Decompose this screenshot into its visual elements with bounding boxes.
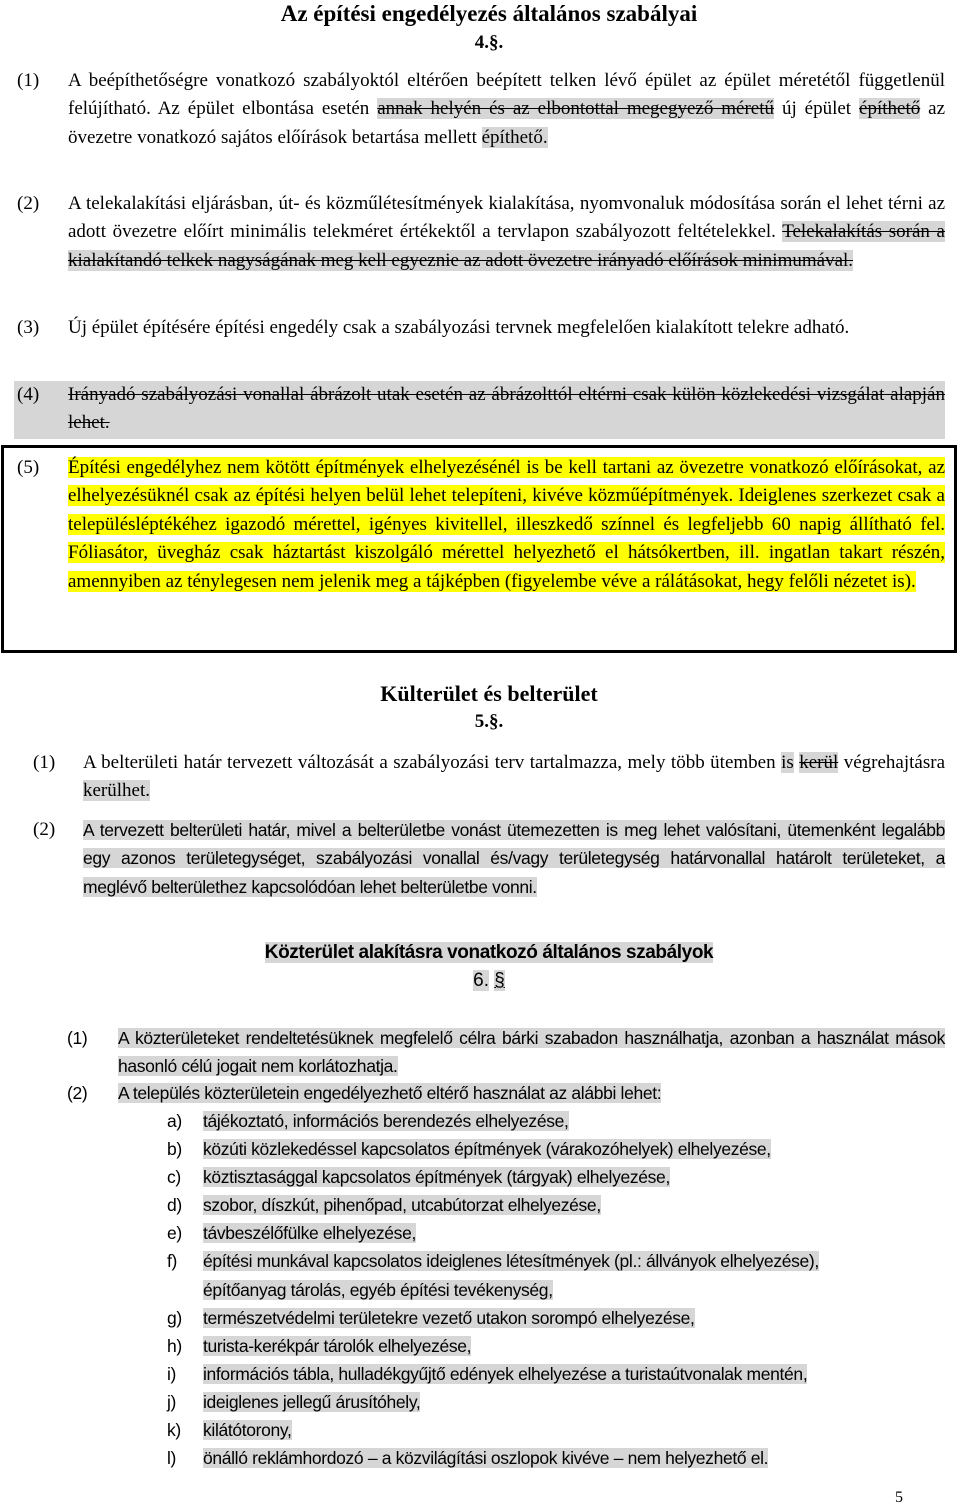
usage-list (167, 1107, 947, 1472)
section-4-title: Az építési engedélyezés általános szabályai (280, 1, 698, 26)
list-item-letter: b) (167, 1139, 182, 1160)
section-4-paragraph-4 (14, 381, 945, 439)
paragraph-number: (4) (17, 384, 40, 405)
paragraph-number: (3) (17, 317, 40, 338)
highlighted-text: A település közterületein engedélyezhető eltérő használat az alábbi lehet: (118, 1083, 662, 1103)
list-item-letter: g) (167, 1307, 182, 1328)
list-item-letter: k) (167, 1420, 181, 1441)
section-4-paragraph-1 (17, 67, 945, 152)
list-item (167, 1332, 947, 1360)
list-item-letter: f) (167, 1251, 177, 1272)
struck-text: Telekalakítás során a kialakítandó telkek nagyságának meg kell egyeznie az adott övezetre irányadó előírások minimumával. (68, 221, 945, 271)
struck-text: annak helyén és az elbontottal megegyező méretű (377, 98, 775, 120)
list-item-text: ideiglenes jellegű árusítóhely, (203, 1391, 421, 1412)
list-item-letter: a) (167, 1111, 182, 1131)
section-5-paragraph-1 (33, 749, 945, 806)
list-item-text: természetvédelmi területekre vezető utakon sorompó elhelyezése, (203, 1307, 695, 1328)
paragraph-number: (1) (33, 752, 56, 773)
paragraph-text (118, 1024, 945, 1081)
list-item (167, 1360, 947, 1388)
section-6-paragraph-2 (67, 1079, 945, 1107)
list-item (167, 1219, 947, 1247)
paragraph-number: (2) (67, 1083, 88, 1103)
highlighted-text: építhető. (481, 126, 548, 148)
section-5-number: 5.§. (474, 711, 504, 732)
paragraph-text: A telekalakítási eljárásban, út- és közműlétesítmények kialakítása, nyomvonaluk módosítása során el lehet térni az adott övezetre előírt minimális telekméret értékektől a tervlapon szabályozott feltételekkel. Telekalakítás során a kialakítandó telkek nagyságának meg kell egyeznie az adott övezetre irányadó előírások minimumával. (68, 193, 945, 271)
section-6-paragraph-1 (67, 1024, 945, 1081)
section-6-title: Közterület alakításra vonatkozó általános szabályok (264, 942, 714, 963)
list-item (167, 1163, 947, 1191)
highlighted-text: is (781, 752, 794, 773)
highlighted-text: kerülhet. (83, 780, 151, 802)
list-item-text: közúti közlekedéssel kapcsolatos építmények (várakozóhelyek) elhelyezése, (203, 1139, 771, 1160)
section-5-paragraph-2 (33, 816, 945, 901)
list-item-text: önálló reklámhordozó – a közvilágítási oszlopok kivéve – nem helyezhető el. (203, 1448, 769, 1469)
list-item (167, 1107, 947, 1135)
list-item (167, 1247, 947, 1303)
highlighted-text: A közterületeket rendeltetésüknek megfelelő célra bárki szabadon használhatja, azonban a használat mások hasonló célú jogait nem korlátozhatja. (118, 1028, 945, 1077)
list-item-text: köztisztasággal kapcsolatos építmények (tárgyak) elhelyezése, (203, 1167, 670, 1188)
page-number: 5 (895, 1489, 903, 1506)
list-item-text: tájékoztató, információs berendezés elhelyezése, (203, 1111, 569, 1131)
section-5-title: Külterület és belterület (380, 681, 598, 706)
list-item-letter: l) (167, 1448, 177, 1469)
paragraph-number: (1) (17, 70, 40, 91)
paragraph-number: (5) (17, 457, 40, 478)
paragraph-text (68, 454, 945, 596)
list-item-text: építési munkával kapcsolatos ideiglenes létesítmények (pl.: állványok elhelyezése), építőanyag tárolás, egyéb építési tevékenység, (203, 1251, 819, 1300)
struck-text: Irányadó szabályozási vonallal ábrázolt utak esetén az ábrázolttól eltérni csak külön közlekedési vizsgálat alapján lehet. (68, 384, 945, 434)
section-4-paragraph-2 (17, 190, 945, 275)
section-6-number: 6. § (473, 970, 505, 991)
list-item (167, 1304, 947, 1332)
list-item (167, 1416, 947, 1444)
list-item (167, 1388, 947, 1416)
section-4-paragraph-5 (17, 454, 945, 596)
struck-text: építhető (859, 98, 921, 120)
list-item-text-continued: építőanyag tárolás, egyéb építési tevékenység, (203, 1279, 553, 1300)
list-item-letter: h) (167, 1335, 182, 1356)
paragraph-text (83, 816, 945, 901)
paragraph-text: Új épület építésére építési engedély csak a szabályozási tervnek megfelelően kialakított telekre adható. (68, 317, 850, 338)
list-item-text: információs tábla, hulladékgyűjtő edények elhelyezése a turistaútvonalak mentén, (203, 1363, 808, 1384)
list-item (167, 1444, 947, 1472)
list-item-letter: d) (167, 1195, 182, 1216)
paragraph-number: (1) (67, 1028, 88, 1048)
section-4-paragraph-3 (17, 314, 945, 342)
paragraph-number: (2) (33, 819, 56, 840)
list-item-text: turista-kerékpár tárolók elhelyezése, (203, 1335, 472, 1356)
paragraph-text: A belterületi határ tervezett változását a szabályozási terv tartalmazza, mely több ütemben is kerül végrehajtásra kerülhet. (83, 752, 946, 802)
highlighted-text: Építési engedélyhez nem kötött építmények elhelyezésénél is be kell tartani az övezetre vonatkozó előírásokat, az elhelyezésüknél csak az építési helyen belül lehet telepíteni, kivéve közműépítmények. Ideiglenes szerkezet csak a településléptékéhez igazodó mérettel, igényes kivitellel, illeszkedő színnel és legfeljebb 60 napig állítható fel. Fóliasátor, üvegház csak háztartást kiszolgáló mérettel helyezhető el hátsókertben, ill. ingatlan takart részén, amennyiben az ténylegesen nem jelenik meg a tájképben (figyelembe véve a rálátásokat, hegy felőli nézetet is). (68, 457, 945, 592)
struck-text: kerül (799, 752, 839, 773)
list-item-text: szobor, díszkút, pihenőpad, utcabútorzat elhelyezése, (203, 1195, 601, 1216)
section-4-number: 4.§. (474, 32, 504, 53)
paragraph-text: A beépíthetőségre vonatkozó szabályoktól eltérően beépített telken lévő épület az épület méretétől függetlenül felújítható. Az épület elbontása esetén annak helyén és az elbontottal megegyező méretű új épület építhető az övezetre vonatkozó sajátos előírások betartása mellett építhető. (68, 70, 946, 148)
paragraph-number: (2) (17, 193, 40, 214)
list-item (167, 1191, 947, 1219)
highlighted-text: A tervezett belterületi határ, mivel a belterületbe vonást ütemezetten is meg lehet valósítani, ütemenként legalább egy azonos területegységet, szabályozási vonallal és/vagy területegység határvonallal határolt területeket, a meglévő belterülethez kapcsolódóan lehet belterületbe vonni. (83, 820, 945, 897)
list-item (167, 1135, 947, 1163)
list-item-letter: i) (167, 1363, 177, 1384)
paragraph-text (118, 1079, 945, 1107)
list-item-text: távbeszélőfülke elhelyezése, (203, 1223, 416, 1244)
list-item-letter: e) (167, 1223, 182, 1244)
list-item-text: kilátótorony, (203, 1420, 292, 1441)
list-item-letter: j) (167, 1391, 177, 1412)
list-item-letter: c) (167, 1167, 181, 1188)
